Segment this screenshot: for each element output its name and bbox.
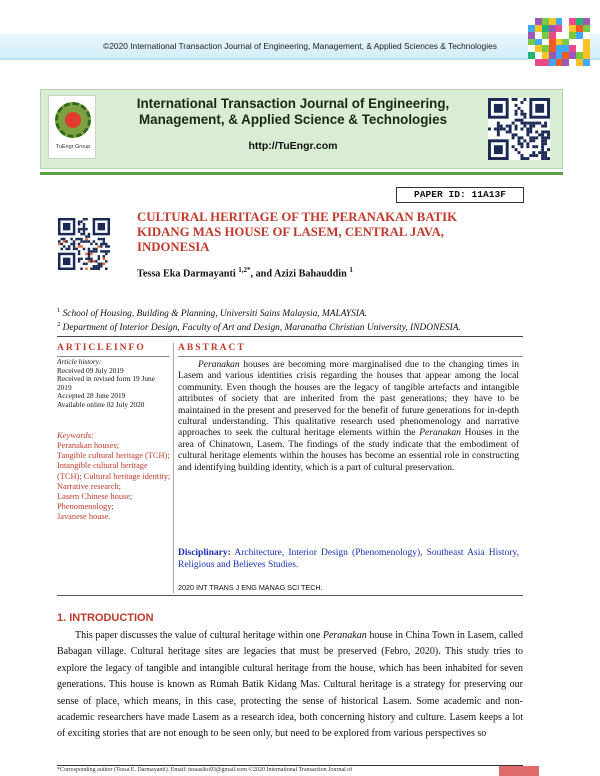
abstract-text-2: Houses in the area of Chinatown, Lasem. The findings of the study indicate that the embodiment of cultural heritage elements within the houses has become an essential role in constructing and identifying building identity, which is a part of cultural preservation. <box>178 428 520 473</box>
author-1-affiliation-marker: 1,2* <box>238 266 251 274</box>
footer-rule <box>57 765 523 766</box>
abstract-mid-term: Peranakan <box>419 428 461 439</box>
footer-note: *Corresponding author (Tessa E. Darmayanti). Email: tessasiko93@gmail.com ©2020 International Transaction Journal of <box>57 767 353 773</box>
keywords-label: Keywords: <box>57 430 94 440</box>
intro-text-a: This paper discusses the value of cultural heritage within one <box>75 630 323 641</box>
affiliation-1-number: 1 <box>57 307 61 314</box>
author-1: Tessa Eka Darmayanti <box>137 268 236 280</box>
abstract-bottom-rule <box>57 595 523 596</box>
affiliation-1-text: School of Housing, Building & Planning, Universiti Sains Malaysia, MALAYSIA. <box>62 309 368 320</box>
affiliation-2 <box>57 321 461 333</box>
disciplinary-text: Architecture, Interior Design (Phenomenology), Southeast Asia History, Religious and Believes Studies. <box>178 548 519 570</box>
affiliation-1 <box>57 307 367 319</box>
keyword-list <box>57 441 171 523</box>
history-label: Article history: <box>57 357 102 366</box>
title-qr-code-icon <box>58 218 110 270</box>
history-revised: Received in revised form 19 June 2019 <box>57 374 155 392</box>
abstract-text-1: houses are becoming more marginalised due to the changing times in Lasem and various identities crisis regarding the houses that appear among the local community. Even though the houses are the legacy of tangible artefacts and intangible attributes of society that are inherited from the past generations; they have to be maintained in the present and preserved for the benefit of future generations for in-depth cultural understanding. This qualitative research used phenomenology and narrative approaches to seek the cultural heritage elements within the <box>178 360 519 439</box>
author-joiner: , and <box>250 268 274 280</box>
abstract-rule <box>178 356 523 357</box>
journal-url-link[interactable]: http://TuEngr.com <box>248 140 338 152</box>
intro-term: Peranakan <box>322 630 367 641</box>
corner-mosaic-icon <box>528 18 590 66</box>
keyword-item: Narrative research; <box>57 481 121 491</box>
history-received: Received 09 July 2019 <box>57 365 124 375</box>
introduction-body <box>57 628 523 743</box>
logo-caption: TuEngr Group <box>55 144 91 150</box>
keyword-item: Tangible cultural heritage (TCH); <box>57 451 170 461</box>
copyright-line: ©2020 International Transaction Journal of Engineering, Management, & Applied Sciences & Technologies <box>103 41 497 51</box>
affiliation-divider <box>57 336 523 337</box>
paper-title: CULTURAL HERITAGE OF THE PERANAKAN BATIK KIDANG MAS HOUSE OF LASEM, CENTRAL JAVA, INDONESIA <box>137 210 458 254</box>
column-divider <box>173 343 174 593</box>
keyword-item: Intangible cultural heritage (TCH); Cultural heritage identity; <box>57 461 171 481</box>
abstract-heading: ABSTRACT <box>178 343 246 353</box>
keyword-item: Lasem Chinese house; <box>57 492 133 502</box>
disciplinary-label: Disciplinary: <box>178 548 231 558</box>
disciplinary-line <box>178 547 519 571</box>
article-history <box>57 358 171 410</box>
abstract-body <box>178 360 519 474</box>
keyword-item: Javanese house. <box>57 512 111 522</box>
keyword-item: Peranakan houses; <box>57 441 120 450</box>
history-accepted: Accepted 28 June 2019 <box>57 391 126 401</box>
article-info-heading: ARTICLEINFO <box>57 343 146 353</box>
author-2: Azizi Bahauddin <box>274 268 347 280</box>
affiliation-2-number: 2 <box>57 321 61 328</box>
intro-text-b: house in China Town in Lasem, called Babagan village. Cultural heritage sites are legacies that must be preserved (Febro, 2020). This study tries to explore the legacy of tangible and intangible cultural heritage from the house, which has been inhabited for seven generations. This house is known as Rumah Batik Kidang Mas. Cultural heritage is a strategy for preserving our sense of place, which means, in this case, protecting the sense of historical Lasem. Some academic and non-academic researchers have made Lasem as a research idea, both concerning history and culture. Lasem keeps a lot of exciting stories that are not enough to be seen only, but need to be explored from various perspectives so <box>57 630 523 740</box>
author-2-affiliation-marker: 1 <box>349 266 353 274</box>
keyword-item: Phenomenology; <box>57 502 114 512</box>
citation-line: 2020 INT TRANS J ENG MANAG SCI TECH. <box>178 583 323 592</box>
journal-name: International Transaction Journal of Engineering, Management, & Applied Science & Technologies <box>136 96 450 127</box>
footer-color-tab <box>499 766 539 776</box>
abstract-lead-term: Peranakan <box>198 360 240 370</box>
author-line <box>137 266 353 279</box>
header-qr-code-icon <box>487 98 551 160</box>
introduction-heading: 1. INTRODUCTION <box>57 612 154 624</box>
header-divider <box>40 172 563 175</box>
history-online: Available online 02 July 2020 <box>57 399 145 409</box>
affiliation-2-text: Department of Interior Design, Faculty of Art and Design, Maranatha Christian University, INDONESIA. <box>62 323 461 334</box>
paper-id-box: PAPER ID: 11A13F <box>396 187 524 203</box>
tuengr-logo-icon <box>48 95 96 159</box>
